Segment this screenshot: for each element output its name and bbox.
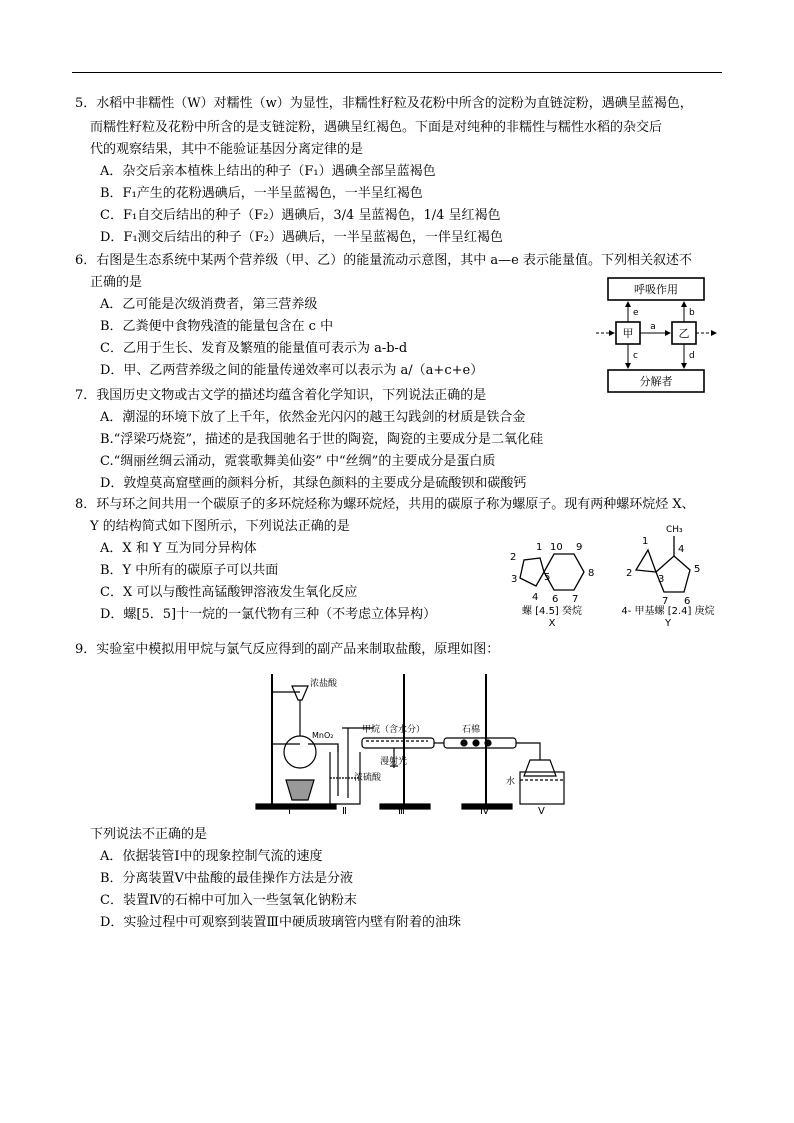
label-a: a	[650, 322, 656, 332]
y-num-1: 1	[642, 536, 649, 547]
q5-option-c: C．F₁自交后结出的种子（F₂）遇碘后，3/4 呈蓝褐色，1/4 呈红褐色	[100, 208, 501, 223]
label-IV: Ⅳ	[480, 806, 490, 816]
label-e: e	[633, 308, 639, 318]
q7-option-a: A．潮湿的环境下放了上千年，依然金光闪闪的越王勾践剑的材质是铁合金	[100, 410, 526, 425]
q9-stem: 9．实验室中模拟用甲烷与氯气反应得到的副产品来制取盐酸，原理如图：	[75, 642, 500, 657]
y-num-3: 3	[658, 574, 665, 585]
x-num-10: 10	[550, 542, 563, 553]
q9-option-a: A．依据装管Ⅰ中的现象控制气流的速度	[100, 849, 323, 864]
q5-stem-line2: 而糯性籽粒及花粉中所含的是支链淀粉，遇碘呈红褐色。下面是对纯种的非糯性与糯性水稻的杂交后	[90, 120, 663, 135]
x-num-8: 8	[588, 568, 595, 579]
y-methyl: CH₃	[666, 525, 683, 535]
q8-option-a: A．X 和 Y 互为同分异构体	[100, 541, 257, 556]
label-II: Ⅱ	[342, 806, 347, 816]
x-name: 螺 [4.5] 癸烷	[521, 606, 583, 617]
q7-stem: 7．我国历史文物或古文学的描述均蕴含着化学知识，下列说法正确的是	[75, 388, 487, 403]
x-num-9: 9	[576, 542, 583, 553]
x-num-2: 2	[510, 552, 517, 563]
trophic-level-jia-label: 甲	[622, 327, 634, 340]
label-water: 水	[506, 777, 516, 787]
x-num-7: 7	[572, 594, 579, 605]
label-I: Ⅰ	[288, 806, 291, 816]
q9-option-d: D．实验过程中可观察到装置Ⅲ中硬质玻璃管内壁有附着的油珠	[100, 915, 461, 930]
q7-option-b: B.“浮梁巧烧瓷”，描述的是我国驰名于世的陶瓷，陶瓷的主要成分是二氧化硅	[100, 432, 543, 447]
label-V: Ⅴ	[538, 806, 545, 816]
spiro-structures-figure	[498, 520, 726, 628]
y-num-6: 6	[684, 596, 691, 607]
q6-option-d: D．甲、乙两营养级之间的能量传递效率可以表示为 a/（a+c+e）	[100, 363, 484, 378]
x-num-6: 6	[552, 594, 559, 605]
q6-stem-line2: 正确的是	[90, 275, 143, 290]
q5-option-a: A．杂交后亲本植株上结出的种子（F₁）遇碘全部呈蓝褐色	[100, 164, 436, 179]
y-num-4: 4	[678, 544, 685, 555]
q6-stem-line1: 6．右图是生态系统中某两个营养级（甲、乙）的能量流动示意图，其中 a—e 表示能量值。下列相关叙述不	[75, 253, 692, 268]
apparatus-diagram	[250, 668, 570, 816]
y-label: Y	[664, 618, 672, 628]
trophic-level-yi-label: 乙	[678, 327, 690, 340]
label-c: c	[633, 351, 638, 361]
x-num-4: 4	[532, 592, 539, 603]
q5-option-b: B．F₁产生的花粉遇碘后，一半呈蓝褐色，一半呈红褐色	[100, 186, 423, 201]
x-num-3: 3	[511, 574, 518, 585]
x-num-5: 5	[544, 572, 551, 583]
q6-option-b: B．乙粪便中食物残渣的能量包含在 c 中	[100, 319, 334, 334]
header-rule	[72, 72, 722, 73]
q8-option-d: D．螺[5．5]十一烷的一氯代物有三种（不考虑立体异构）	[100, 607, 437, 622]
q7-option-d: D．敦煌莫高窟壁画的颜料分析，其绿色颜料的主要成分是硫酸钡和碳酸钙	[100, 476, 527, 491]
x-label: X	[548, 618, 556, 628]
q5-option-d: D．F₁测交后结出的种子（F₂）遇碘后，一半呈蓝褐色，一伴呈红褐色	[100, 230, 503, 245]
q6-option-a: A．乙可能是次级消费者，第三营养级	[100, 297, 318, 312]
label-III: Ⅲ	[398, 806, 405, 816]
label-asbestos: 石棉	[462, 725, 481, 735]
q5-stem-line3: 代的观察结果，其中不能验证基因分离定律的是	[90, 142, 364, 157]
q6-option-c: C．乙用于生长、发育及繁殖的能量值可表示为 a-b-d	[100, 341, 408, 356]
y-num-2: 2	[626, 568, 633, 579]
y-name: 4- 甲基螺 [2.4] 庚烷	[621, 606, 715, 617]
y-num-5: 5	[694, 564, 701, 575]
label-mno2: MnO₂	[312, 731, 334, 740]
svg-text:漫射光: 漫射光	[380, 757, 408, 767]
q8-option-c: C．X 可以与酸性高锰酸钾溶液发生氧化反应	[100, 585, 358, 600]
decomposer-label: 分解者	[639, 375, 673, 388]
x-num-1: 1	[536, 542, 543, 553]
respiration-label: 呼吸作用	[634, 283, 678, 296]
q8-option-b: B．Y 中所有的碳原子可以共面	[100, 563, 279, 578]
energy-flow-diagram	[592, 272, 722, 398]
svg-text:浓硫酸: 浓硫酸	[354, 773, 382, 783]
label-conc-h2so4	[354, 771, 382, 783]
q5-stem-line1: 5．水稻中非糯性（W）对糯性（w）为显性，非糯性籽粒及花粉中所含的淀粉为直链淀粉，遇碘呈蓝褐色，	[75, 96, 693, 111]
label-diffuse-light	[380, 755, 407, 767]
q8-stem-line2: Y 的结构简式如下图所示，下列说法正确的是	[90, 519, 350, 534]
q9-option-b: B．分离装置Ⅴ中盐酸的最佳操作方法是分液	[100, 871, 353, 886]
label-d: d	[689, 351, 695, 361]
structure-x	[520, 554, 584, 590]
y-num-7: 7	[662, 596, 669, 607]
label-methane: 甲烷（含水分）	[362, 725, 426, 735]
q9-substem: 下列说法不正确的是	[90, 827, 208, 842]
label-conc-hcl: 浓盐酸	[310, 679, 338, 689]
q7-option-c: C.“绸丽丝绸云涌动，霓裳歌舞美仙姿” 中“丝绸”的主要成分是蛋白质	[100, 454, 496, 469]
q8-stem-line1: 8．环与环之间共用一个碳原子的多环烷烃称为螺环烷烃，共用的碳原子称为螺原子。现有两种螺环烷烃 X、	[75, 497, 695, 512]
q9-option-c: C．装置Ⅳ的石棉中可加入一些氢氧化钠粉末	[100, 893, 357, 908]
label-b: b	[689, 308, 695, 318]
